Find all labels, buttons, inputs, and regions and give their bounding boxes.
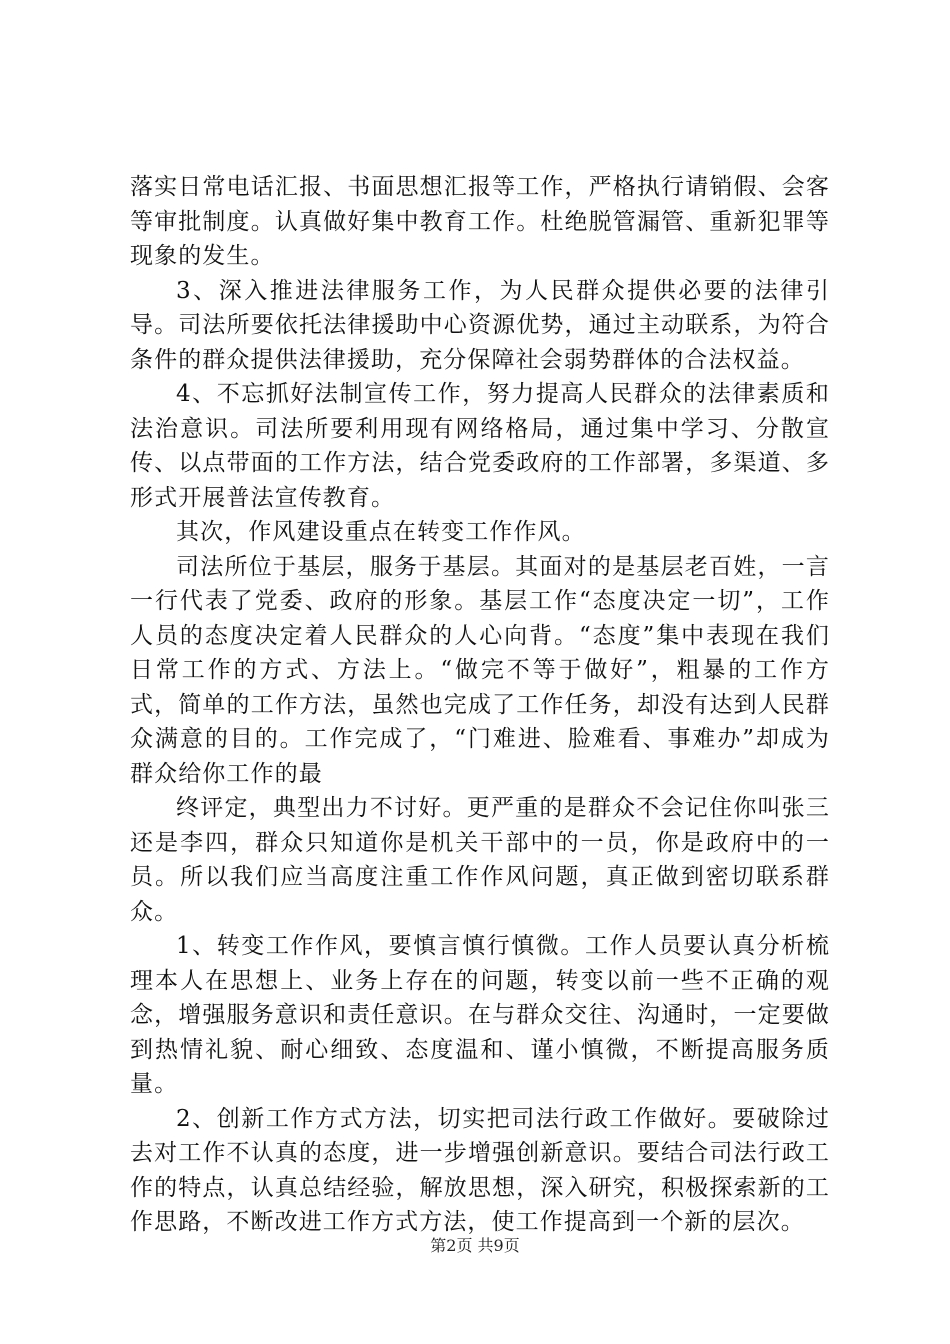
paragraph-item-4: 4、不忘抓好法制宣传工作，努力提高人民群众的法律素质和法治意识。司法所要利用现有网络格局，通过集中学习、分散宣传、以点带面的工作方法，结合党委政府的工作部署，多渠道、多形式开展普法宣传教育。 (130, 381, 830, 511)
paragraph-item-3: 3、深入推进法律服务工作，为人民群众提供必要的法律引导。司法所要依托法律援助中心资源优势，通过主动联系，为符合条件的群众提供法律援助，充分保障社会弱势群体的合法权益。 (130, 277, 830, 373)
page-number: 第2页 共9页 (430, 1236, 520, 1255)
paragraph-item-2: 2、创新工作方式方法，切实把司法行政工作做好。要破除过去对工作不认真的态度，进一步增强创新意识。要结合司法行政工作的特点，认真总结经验，解放思想，深入研究，积极探索新的工作思路，不断改进工作方式方法，使工作提高到一个新的层次。 (130, 1105, 830, 1235)
paragraph-work-style: 司法所位于基层，服务于基层。其面对的是基层老百姓，一言一行代表了党委、政府的形象。基层工作“态度决定一切”，工作人员的态度决定着人民群众的人心向背。“态度”集中表现在我们日常工作的方式、方法上。“做完不等于做好”，粗暴的工作方式，简单的工作方法，虽然也完成了工作任务，却没有达到人民群众满意的目的。工作完成了，“门难进、脸难看、事难办”却成为群众给你工作的最 (130, 553, 830, 787)
paragraph-section-heading: 其次，作风建设重点在转变工作作风。 (176, 519, 586, 545)
paragraph-work-style-continued: 终评定，典型出力不讨好。更严重的是群众不会记住你叫张三还是李四，群众只知道你是机关干部中的一员，你是政府中的一员。所以我们应当高度注重工作作风问题，真正做到密切联系群众。 (130, 795, 830, 925)
page-footer (0, 1236, 950, 1256)
document-body (130, 170, 830, 1240)
paragraph-item-1: 1、转变工作作风，要慎言慎行慎微。工作人员要认真分析梳理本人在思想上、业务上存在的问题，转变以前一些不正确的观念，增强服务意识和责任意识。在与群众交往、沟通时，一定要做到热情礼貌、耐心细致、态度温和、谨小慎微，不断提高服务质量。 (130, 933, 830, 1097)
paragraph-continued: 落实日常电话汇报、书面思想汇报等工作，严格执行请销假、会客等审批制度。认真做好集中教育工作。杜绝脱管漏管、重新犯罪等现象的发生。 (130, 174, 830, 269)
